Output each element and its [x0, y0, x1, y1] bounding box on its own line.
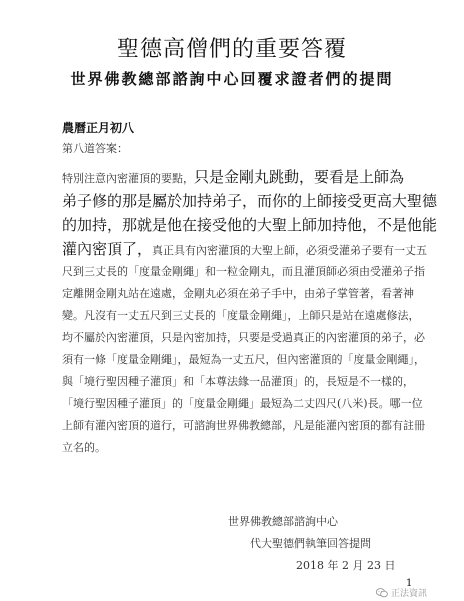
- emphasis-line-text: 弟子修的那是屬於加持弟子，而你的上師接受更高大聖德: [62, 192, 438, 210]
- date-heading: 農曆正月初八: [62, 121, 135, 135]
- emphasis-line: [62, 214, 438, 235]
- body-line: 與「境行聖因種子灌頂」和「本尊法緣一品灌頂」的，長短是不一樣的，: [62, 375, 414, 388]
- body-line: 立名的。: [62, 441, 106, 454]
- body-line: 上師有灌內密頂的道行，可諮詢世界佛教總部，凡是能灌內密頂的都有註冊: [62, 419, 425, 432]
- watermark: [376, 586, 427, 599]
- emphasis-line-text: 灌內密頂了，: [62, 240, 153, 258]
- signature-date: 2018 年 2 月 23 日: [296, 559, 396, 572]
- body-line: 須有一條「度量金剛繩」，最短為一丈五尺，但內密灌頂的「度量金剛繩」，: [62, 353, 425, 366]
- body-line: 變。凡沒有一丈五尺到三丈長的「度量金剛繩」，上師只是站在遠處修法，: [62, 309, 420, 322]
- wechat-icon: [376, 588, 388, 598]
- document-subtitle: 世界佛教總部諮詢中心回覆求證者們的提問: [70, 70, 394, 88]
- emphasis-line-rest: 真正具有內密灌頂的大聖上師，必須受灌弟子要有一丈五: [152, 244, 428, 257]
- emphasis-line-text: 只是金剛丸跳動，要看是上師為: [194, 168, 405, 186]
- signature-organization: 世界佛教總部諮詢中心: [228, 515, 338, 528]
- answer-label: 第八道答案：: [62, 142, 128, 155]
- emphasis-line-lead: 特別注意內密灌頂的要點，: [62, 172, 194, 185]
- body-line: 尺到三丈長的「度量金剛繩」和一粒金剛丸，而且灌頂師必須由受灌弟子指: [62, 265, 425, 278]
- body-line: 「境行聖因種子灌頂」的「度量金剛繩」最短為二丈四尺(八米)長。哪一位: [62, 397, 423, 410]
- body-line: 均不屬於內密灌頂，只是內密加持，只要是受過真正的內密灌頂的弟子，必: [62, 331, 425, 344]
- body-line: 定離開金剛丸站在遠處，金剛丸必須在弟子手中，由弟子掌管著，看著神: [62, 287, 414, 300]
- emphasis-line: [62, 190, 438, 211]
- emphasis-line: [62, 166, 422, 187]
- watermark-text: 正法資訊: [391, 589, 428, 599]
- emphasis-line-text: 的加持，那就是他在接受他的大聖上師加持他，不是他能: [62, 216, 438, 234]
- signature-author: 代大聖德們執筆回答提問: [250, 537, 371, 550]
- emphasis-line: [62, 238, 428, 259]
- document-title: 聖德高僧們的重要答覆: [116, 37, 347, 62]
- page-number: 1: [406, 578, 413, 589]
